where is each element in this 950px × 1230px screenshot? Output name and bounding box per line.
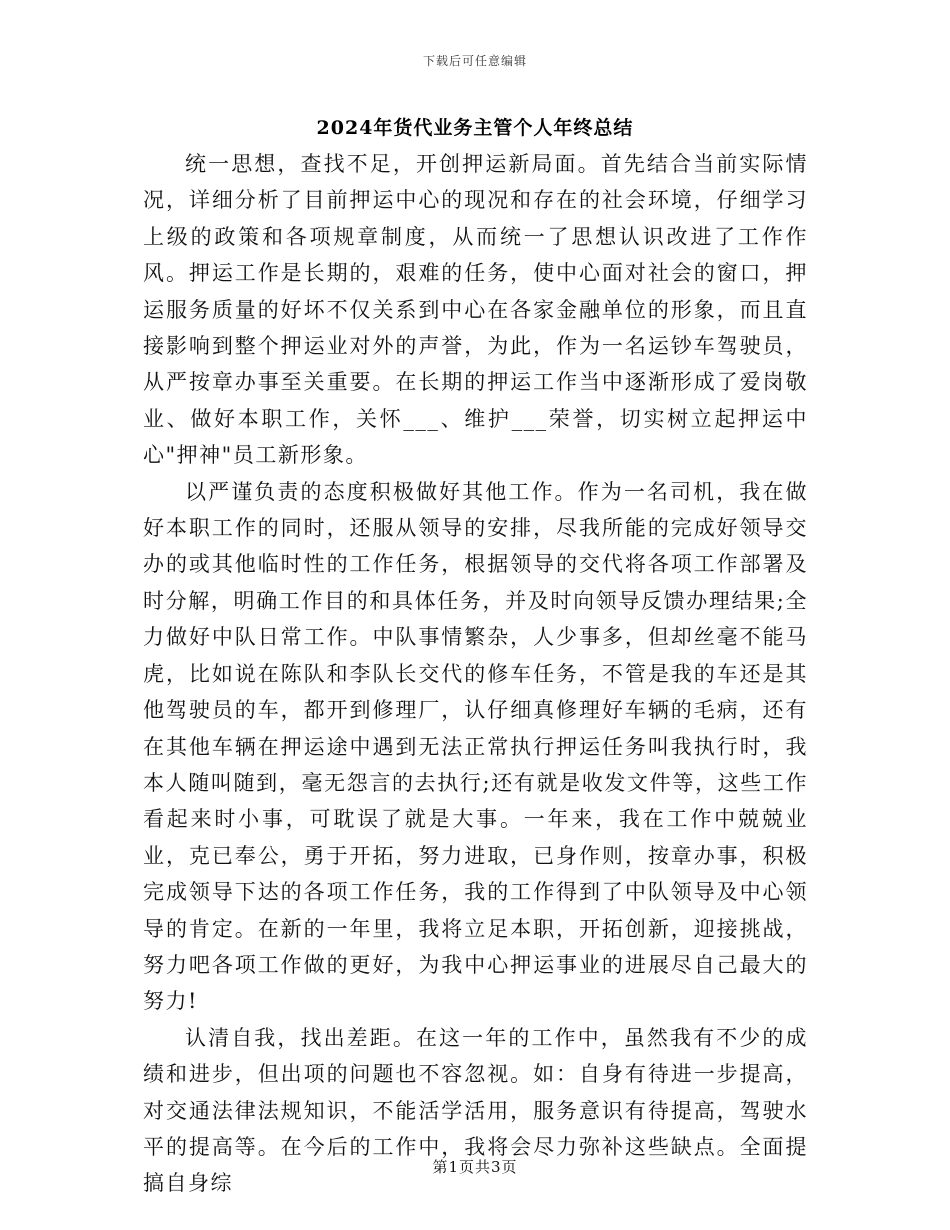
paragraph-2: 以严谨负责的态度积极做好其他工作。作为一名司机，我在做好本职工作的同时，还服从领导的安排，尽我所能的完成好领导交办的或其他临时性的工作任务，根据领导的交代将各项工作部署及时分解，明确工作目的和具体任务，并及时向领导反馈办理结果;全力做好中队日常工作。中队事情繁杂，人少事多，但却丝毫不能马虎，比如说在陈队和李队长交代的修车任务，不管是我的车还是其他驾驶员的车，都开到修理厂，认仔细真修理好车辆的毛病，还有在其他车辆在押运途中遇到无法正常执行押运任务叫我执行时，我本人随叫随到，毫无怨言的去执行;还有就是收发文件等，这些工作看起来时小事，可耽误了就是大事。一年来，我在工作中兢兢业业，克已奉公，勇于开拓，努力进取，已身作则，按章办事，积极完成领导下达的各项工作任务，我的工作得到了中队领导及中心领导的肯定。在新的一年里，我将立足本职，开拓创新，迎接挑战，努力吧各项工作做的更好，为我中心押运事业的进展尽自己最大的努力!: [143, 479, 808, 1014]
document-body: [143, 146, 808, 1202]
paragraph-3: 认清自我，找出差距。在这一年的工作中，虽然我有不少的成绩和进步，但出项的问题也不容忽视。如：自身有待进一步提高，对交通法律法规知识，不能活学活用，服务意识有待提高，驾驶水平的提高等。在今后的工作中，我将会尽力弥补这些缺点。全面提搞自身综: [143, 1025, 808, 1196]
page-number: 第1页共3页: [432, 1158, 518, 1176]
paragraph-1: 统一思想，查找不足，开创押运新局面。首先结合当前实际情况，详细分析了目前押运中心的现况和存在的社会环境，仔细学习上级的政策和各项规章制度，从而统一了思想认识改进了工作作风。押运工作是长期的，艰难的任务，使中心面对社会的窗口，押运服务质量的好坏不仅关系到中心在各家金融单位的形象，而且直接影响到整个押运业对外的声誉，为此，作为一名运钞车驾驶员，从严按章办事至关重要。在长期的押运工作当中逐渐形成了爱岗敬业、做好本职工作，关怀___、维护___荣誉，切实树立起押运中心"押神"员工新形象。: [143, 152, 808, 468]
page-header-note: 下载后可任意编辑: [422, 54, 527, 68]
document-title: 2024年货代业务主管个人年终总结: [316, 117, 634, 139]
